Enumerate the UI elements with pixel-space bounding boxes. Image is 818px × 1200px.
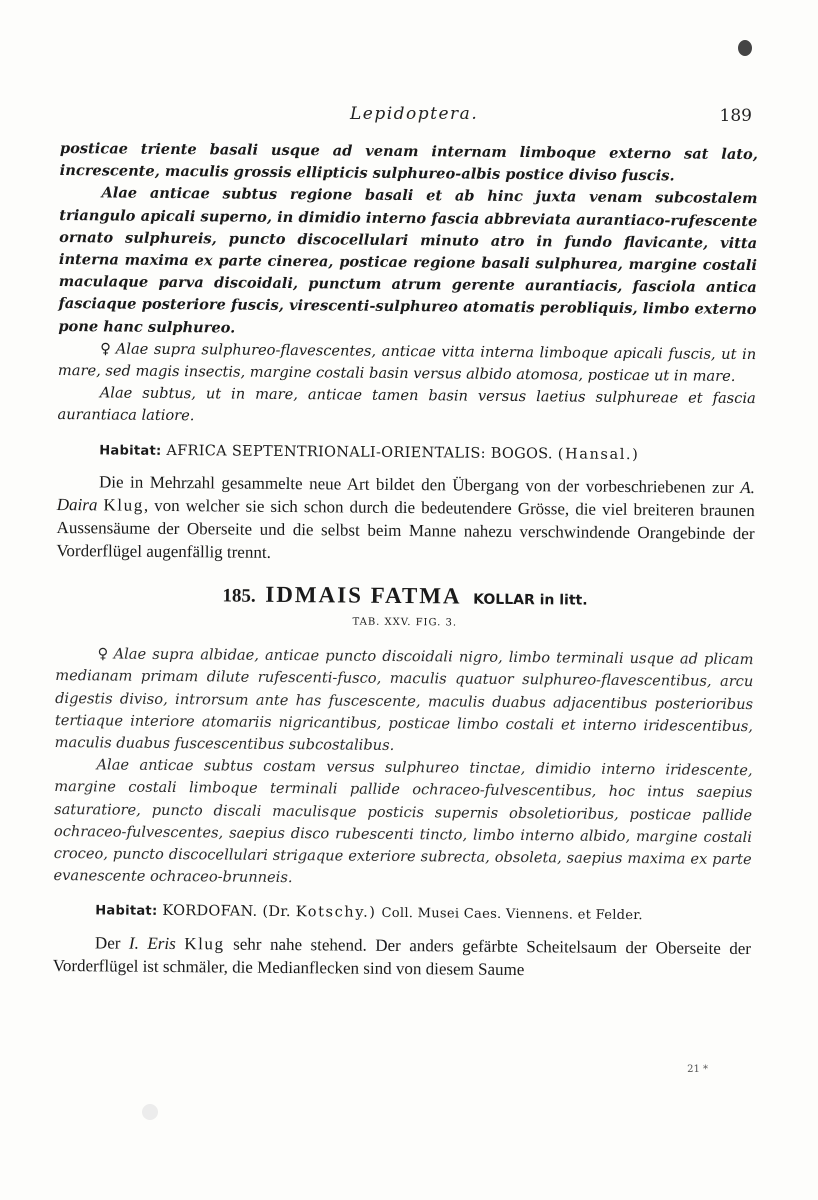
habitat-text: AFRICA SEPTENTRIONALI-ORIENTALIS: BOGOS. (166, 442, 553, 462)
female-symbol: ♀ (100, 340, 112, 358)
paragraph-female-upperside (58, 338, 756, 388)
female-symbol: ♀ (97, 645, 110, 663)
page-body (53, 138, 758, 983)
species-author: Klug (184, 933, 225, 954)
paragraph-text: Alae supra albidae, anticae puncto discoidali nigro, limbo terminali usque ad plicam medianam primam dilute rufescenti-fusco, maculis quatuor sulphureo-flavescentibus, arcu digestis diviso, introrsum ante has fuscescente, maculis duabus adjacentibus posterioribus tertiaque interiore atomariis nigricantibus, posticae limbo costali et interno iridescentibus, maculis duabus fuscescentibus subcostalibus. (54, 645, 754, 755)
german-text: Die in Mehrzahl gesammelte neue Art bildet den Übergang von der vorbeschriebenen zur (98, 472, 734, 497)
species-name: IDMAIS FATMA (265, 581, 462, 609)
german-text-cont: sehr nahe stehend. Der anders gefärbte Scheitelsaum der Oberseite der Vorderflügel ist schmäler, die Medianflecken sind von diesem Saume (52, 934, 752, 979)
signature-mark: 21 * (687, 1064, 708, 1075)
german-paragraph-1 (56, 470, 755, 568)
german-paragraph-2 (53, 931, 751, 983)
habitat-label: Habitat: (95, 903, 158, 920)
page-header (60, 104, 760, 134)
species-author: Klug (103, 495, 144, 515)
collection-note: Coll. Musei Caes. Viennens. et Felder. (381, 906, 643, 924)
paragraph-text: Alae supra sulphureo-flavescentes, anticae vitta interna limboque apicali fuscis, ut in mare, sed magis insectis, margine costali basin versus albido atomosa, posticae ut in mare. (57, 340, 757, 385)
species-number: 185. (222, 585, 256, 607)
habitat-collector: Kotschy.) (295, 904, 377, 922)
habitat-label: Habitat: (99, 442, 162, 459)
habitat-text: KORDOFAN. (Dr. (162, 903, 291, 921)
ink-blot-top-right (738, 40, 752, 56)
species-heading (56, 582, 754, 613)
plate-reference: TAB. XXV. FIG. 3. (352, 616, 458, 629)
german-text: Der (94, 933, 121, 953)
running-title: Lepidoptera. (350, 104, 479, 124)
species-reference: I. Eris (128, 933, 176, 953)
paper-stain-bottom-left (142, 1104, 158, 1120)
species-reference: A. Daira (56, 477, 756, 515)
paragraph-idmais-underside: Alae anticae subtus costam versus sulphureo tinctae, dimidio interno iridescente, margine costali limboque terminali pallide ochraceo-fulvescentibus, hoc intus saepius saturatiore, puncto discali maculisque posticis supernis obsoletioribus, posticae pallide ochraceo-fulvescentes, saepius disco rubescenti tincto, limbo interno albido, margine costali croceo, puncto discocellulari strigaque exteriore subrecta, obsoleta, saepius maxima ex parte evanescente ochraceo-brunneis. (53, 756, 753, 887)
species-authority: KOLLAR in litt. (473, 591, 588, 609)
paragraph-idmais-upperside (55, 643, 754, 760)
habitat-line-2 (95, 900, 751, 929)
habitat-line (99, 439, 755, 468)
paragraph-continuation: posticae triente basali usque ad venam internam limboque externo sat lato, increscente, maculis grossis ellipticis sulphureo-albis postice diviso fuscis. (59, 139, 758, 185)
german-text-cont: , von welcher sie sich schon durch die bedeutendere Grösse, die viel breiteren braunen Aussensäume der Oberseite und die selbst beim Manne nahezu verschwindende Orangebinde der Vorderflügel augenfällig trennt. (56, 495, 755, 562)
page-number: 189 (719, 106, 752, 126)
habitat-collector: (Hansal.) (557, 445, 640, 463)
paragraph-underside-male: Alae anticae subtus regione basali et ab hinc juxta venam subcostalem triangulo apicali superno, in dimidio interno fascia abbreviata aurantiaco-rufescente ornato sulphureis, puncto discocellulari minuto atro in fundo flavicante, vitta interna maxima ex parte cinerea, posticae regione basali sulphurea, margine costali maculaque parva discoidali, punctum atrum gerente aurantiacis, fasciola antica fasciaque posteriore fuscis, virescenti-sulphureo atomatis perobliquis, limbo externo pone hanc sulphureo. (58, 184, 758, 337)
paragraph-female-underside: Alae subtus, ut in mare, anticae tamen basin versus laetius sulphureae et fascia aurantiaca latiore. (57, 384, 756, 425)
